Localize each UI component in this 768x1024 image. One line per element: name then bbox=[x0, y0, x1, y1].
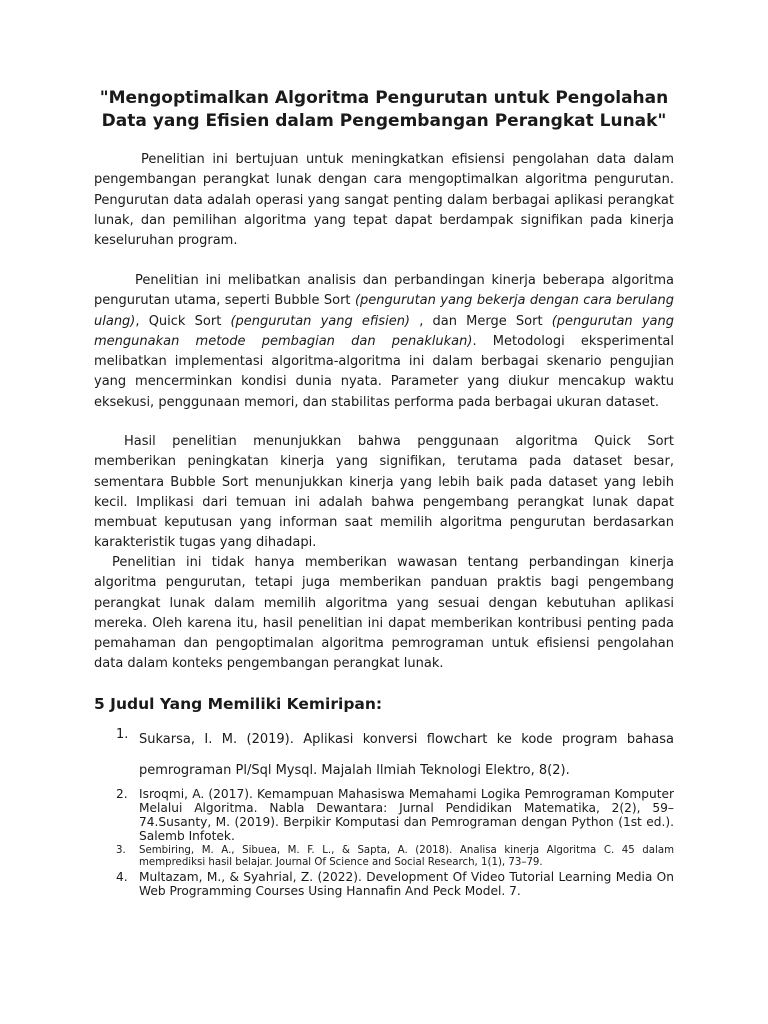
paragraph-2-italic-2: (pengurutan yang efisien) bbox=[230, 313, 411, 329]
reference-number: 1. bbox=[116, 727, 129, 742]
paragraph-2-italic-1: (pengurutan yang bekerja dengan cara berulang ulang) bbox=[94, 293, 674, 329]
reference-number: 4. bbox=[116, 870, 128, 884]
reference-item bbox=[94, 845, 674, 869]
reference-item bbox=[94, 787, 674, 843]
reference-text: Multazam, M., & Syahrial, Z. (2022). Development Of Video Tutorial Learning Media On Web Programming Courses Using Hannafin And Peck Model. 7. bbox=[139, 870, 674, 898]
reference-item bbox=[94, 870, 674, 898]
paragraph-2-text-1: Penelitian ini melibatkan analisis dan perbandingan kinerja beberapa algoritma pengurutan utama, seperti Bubble Sort bbox=[94, 273, 674, 309]
reference-text: Isroqmi, A. (2017). Kemampuan Mahasiswa Memahami Logika Pemrograman Komputer Melalui Algoritma. Nabla Dewantara: Jurnal Pendidikan Matematika, 2(2), 59–74.Susanty, M. (2019). Berpikir Komputasi dan Pemrograman dengan Python (1st ed.). Salemb Infotek. bbox=[139, 787, 674, 843]
reference-number: 2. bbox=[116, 787, 128, 801]
reference-item bbox=[94, 724, 674, 786]
paragraph-2-text-3: , dan Merge Sort bbox=[410, 313, 552, 329]
abstract-paragraph-1: Penelitian ini bertujuan untuk meningkatkan efisiensi pengolahan data dalam pengembangan perangkat lunak dengan cara mengoptimalkan algoritma pengurutan. Pengurutan data adalah operasi yang sangat penting dalam berbagai aplikasi perangkat lunak, dan pemilihan algoritma yang tepat dapat berdampak signifikan pada kinerja keseluruhan program. bbox=[94, 152, 674, 249]
references-heading: 5 Judul Yang Memiliki Kemiripan: bbox=[94, 695, 383, 713]
paragraph-2-text-2: , Quick Sort bbox=[135, 313, 231, 329]
paragraph-2-text-4: . Metodologi eksperimental melibatkan implementasi algoritma-algoritma ini dalam berbagai skenario pengujian yang mencerminkan kondisi dunia nyata. Parameter yang diukur mencakup waktu eksekusi, penggunaan memori, dan stabilitas performa pada berbagai ukuran dataset. bbox=[94, 333, 674, 410]
reference-text: Sembiring, M. A., Sibuea, M. F. L., & Sapta, A. (2018). Analisa kinerja Algoritma C. 45 dalam memprediksi hasil belajar. Journal Of Science and Social Research, 1(1), 73–79. bbox=[139, 845, 674, 868]
reference-text: Sukarsa, I. M. (2019). Aplikasi konversi flowchart ke kode program bahasa pemrograman Pl/Sql Mysql. Majalah Ilmiah Teknologi Elektro, 8(2). bbox=[139, 732, 674, 778]
abstract-paragraph-2 bbox=[94, 271, 674, 413]
abstract-paragraph-3: Hasil penelitian menunjukkan bahwa penggunaan algoritma Quick Sort memberikan peningkatan kinerja yang signifikan, terutama pada dataset besar, sementara Bubble Sort menunjukkan kinerja yang lebih baik pada dataset yang lebih kecil. Implikasi dari temuan ini adalah bahwa pengembang perangkat lunak dapat membuat keputusan yang informan saat memilih algoritma pengurutan berdasarkan karakteristik tugas yang dihadapi. bbox=[94, 434, 674, 551]
reference-number: 3. bbox=[116, 845, 126, 856]
abstract-paragraph-4: Penelitian ini tidak hanya memberikan wawasan tentang perbandingan kinerja algoritma pengurutan, tetapi juga memberikan panduan praktis bagi pengembang perangkat lunak dalam memilih algoritma yang sesuai dengan kebutuhan aplikasi mereka. Oleh karena itu, hasil penelitian ini dapat memberikan kontribusi penting pada pemahaman dan pengoptimalan algoritma pemrograman untuk efisiensi pengolahan data dalam konteks pengembangan perangkat lunak. bbox=[94, 555, 674, 672]
document-title: "Mengoptimalkan Algoritma Pengurutan untuk Pengolahan Data yang Efisien dalam Pengembangan Perangkat Lunak" bbox=[99, 88, 669, 131]
paragraph-2-italic-3: (pengurutan yang mengunakan metode pembagian dan penaklukan) bbox=[94, 313, 675, 349]
